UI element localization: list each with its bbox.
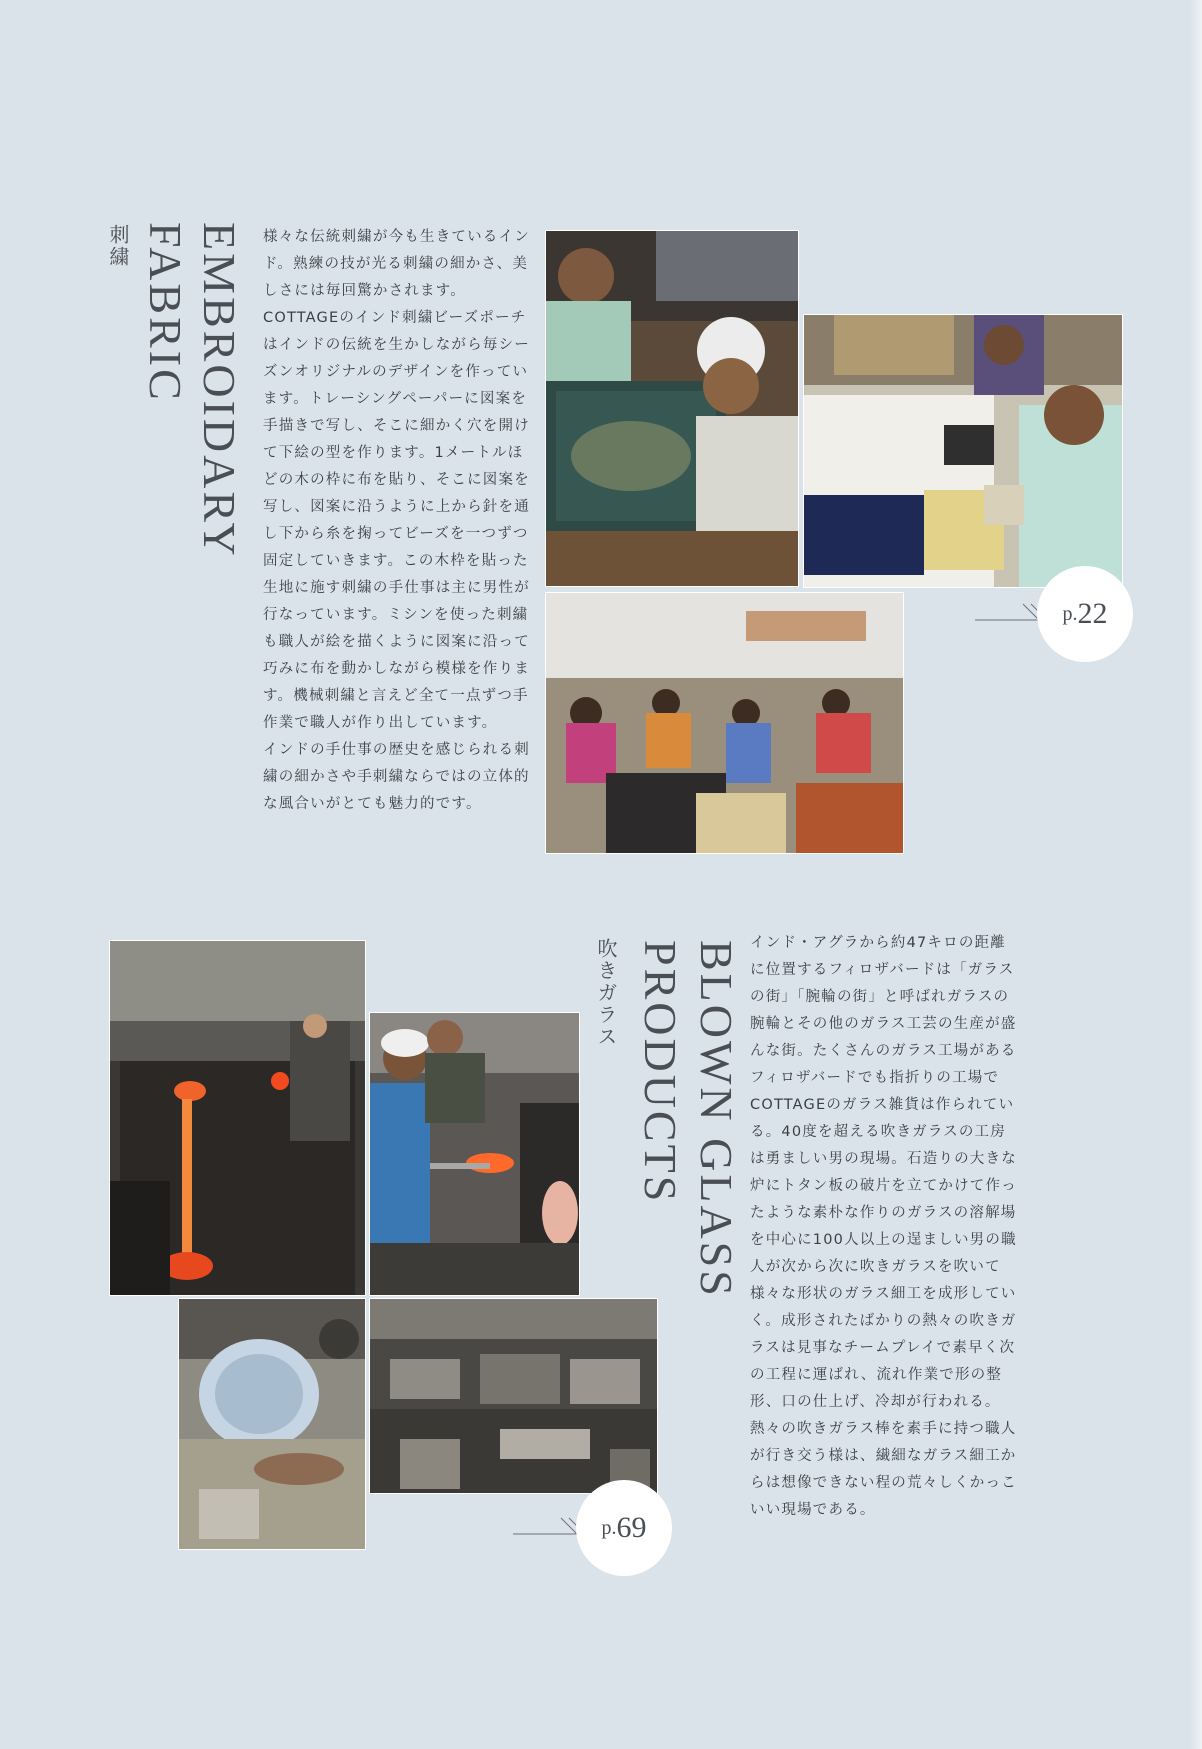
embroidery-body	[263, 224, 533, 818]
embroidery-subtitle: 刺繍	[106, 224, 130, 268]
page-ref-prefix: p.	[601, 1516, 617, 1539]
painting-workers-photo	[803, 314, 1123, 588]
page-ref-number: 69	[616, 1511, 647, 1544]
glass-subtitle: 吹きガラス	[594, 938, 618, 1048]
embroidery-frame-photo	[545, 230, 799, 587]
page-ref-p22[interactable]	[1037, 566, 1133, 662]
embroidery-title-line1: EMBROIDARY	[194, 222, 245, 559]
page-edge	[1190, 0, 1202, 1749]
embroidery-paragraph: 様々な伝統刺繍が今も生きているインド。熟練の技が光る刺繍の細かさ、美しさには毎回驚かされます。	[263, 229, 530, 299]
embroidery-paragraph: COTTAGEのインド刺繍ビーズポーチはインドの伝統を生かしながら毎シーズンオリジナルのデザインを作っています。トレーシングペーパーに図案を手描きで写し、そこに細かく穴を開けて下絵の型を作ります。1メートルほどの木の枠に布を貼り、そこに図案を写し、図案に沿うように上から針を通し下から糸を掬ってビーズを一つずつ固定していきます。この木枠を貼った生地に施す刺繍の手仕事は主に男性が行なっています。ミシンを使った刺繍も職人が絵を描くように図案に沿って巧みに布を動かしながら模様を作ります。機械刺繍と言えど全て一点ずつ手作業で職人が作り出しています。	[263, 310, 530, 731]
page-ref-number: 22	[1077, 597, 1108, 630]
page-ref-prefix: p.	[1062, 602, 1078, 625]
glass-workshop-photo	[369, 1298, 658, 1494]
glass-cutting-photo	[178, 1298, 366, 1550]
embroidery-title	[138, 222, 246, 559]
glass-furnace-photo	[109, 940, 366, 1296]
embroidery-paragraph: インドの手仕事の歴史を感じられる刺繍の細かさや手刺繍ならではの立体的な風合いがとても魅力的です。	[263, 742, 530, 812]
glass-paragraph: 熱々の吹きガラス棒を素手に持つ職人が行き交う様は、繊細なガラス細工からは想像できない程の荒々しくかっこいい現場である。	[750, 1421, 1017, 1518]
glass-paragraph: インド・アグラから約47キロの距離に位置するフィロザバードは「ガラスの街」「腕輪の街」と呼ばれガラスの腕輪とその他のガラス工芸の生産が盛んな街。たくさんのガラス工場があるフィロザバードでも指折りの工場でCOTTAGEのガラス雑貨は作られている。40度を超える吹きガラスの工房は勇ましい男の現場。石造りの大きな炉にトタン板の破片を立てかけて作ったような素朴な作りのガラスの溶解場を中心に100人以上の逞ましい男の職人が次から次に吹きガラスを吹いて様々な形状のガラス細工を成形していく。成形されたばかりの熱々の吹きガラスは見事なチームプレイで素早く次の工程に運ばれ、流れ作業で形の整形、口の仕上げ、冷却が行われる。	[750, 935, 1017, 1410]
glass-blower-photo	[369, 1012, 580, 1296]
glass-title-line2: PRODUCTS	[635, 940, 686, 1205]
glass-title-line1: BLOWN GLASS	[691, 940, 742, 1299]
glass-body	[750, 930, 1020, 1524]
glass-title	[632, 940, 744, 1299]
women-embroidering-photo	[545, 592, 904, 854]
page-ref-p69[interactable]	[576, 1480, 672, 1576]
embroidery-title-line2: FABRIC	[140, 222, 191, 403]
